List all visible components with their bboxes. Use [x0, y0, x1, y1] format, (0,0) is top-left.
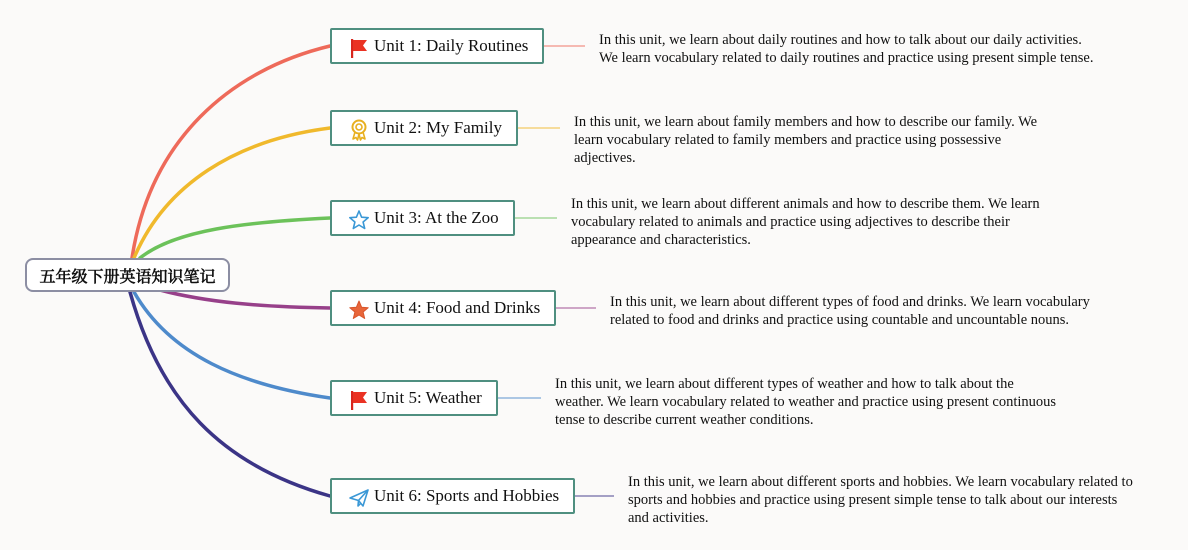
- unit-5-label: Unit 5: Weather: [374, 388, 482, 407]
- unit-1-node[interactable]: [330, 28, 544, 64]
- unit-2-label: Unit 2: My Family: [374, 118, 502, 137]
- unit-3-node[interactable]: [330, 200, 515, 236]
- unit-6-label: Unit 6: Sports and Hobbies: [374, 486, 560, 505]
- star-outline-icon: [348, 209, 370, 231]
- unit-1-description: In this unit, we learn about daily routines and how to talk about our daily activities. We learn vocabulary related to daily routines and practice using present simple tense.: [599, 32, 1094, 66]
- unit-2-description: In this unit, we learn about family members and how to describe our family. We learn vocabulary related to family members and practice using possessive adjectives.: [574, 114, 1038, 166]
- paper-plane-icon: [348, 487, 370, 509]
- unit-4-node[interactable]: [330, 290, 556, 326]
- red-flag-icon: [348, 389, 370, 411]
- unit-3-label: Unit 3: At the Zoo: [374, 208, 499, 227]
- central-topic[interactable]: 五年级下册英语知识笔记: [25, 258, 230, 292]
- unit-4-description: In this unit, we learn about different types of food and drinks. We learn vocabulary related to food and drinks and practice using countable and uncountable nouns.: [610, 294, 1090, 328]
- orange-star-icon: [348, 299, 370, 321]
- branch-connector-2: [134, 128, 330, 258]
- branch-connector-4: [160, 290, 330, 308]
- award-ribbon-icon: [348, 119, 370, 141]
- red-flag-icon: [348, 37, 370, 59]
- unit-5-description: In this unit, we learn about different types of weather and how to talk about the weather. We learn vocabulary related to weather and practice using present continuous tense to describe current weather conditions.: [555, 376, 1057, 428]
- unit-4-label: Unit 4: Food and Drinks: [374, 298, 541, 317]
- unit-1-label: Unit 1: Daily Routines: [374, 36, 529, 55]
- unit-2-node[interactable]: [330, 110, 518, 146]
- branch-connector-3: [140, 218, 330, 258]
- unit-5-node[interactable]: [330, 380, 498, 416]
- unit-6-node[interactable]: [330, 478, 575, 514]
- unit-6-description: In this unit, we learn about different sports and hobbies. We learn vocabulary related to sports and hobbies and practice using present simple tense to talk about our interests and activities.: [628, 474, 1133, 526]
- unit-3-description: In this unit, we learn about different animals and how to describe them. We learn vocabulary related to animals and practice using adjectives to describe their appearance and characteristics.: [571, 196, 1040, 248]
